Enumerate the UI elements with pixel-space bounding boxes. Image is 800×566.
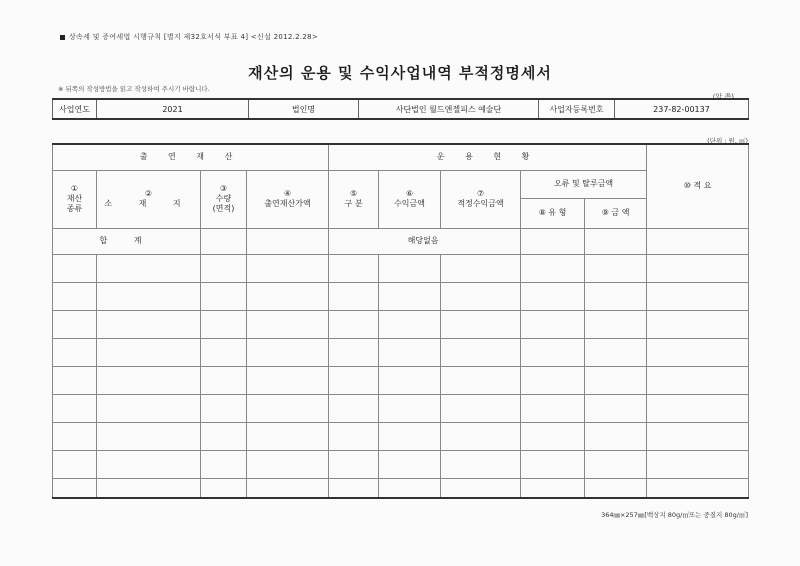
table-row [53, 310, 749, 338]
page-side-label: (앞 쪽) [712, 93, 734, 101]
table-row [53, 282, 749, 310]
law-reference [60, 32, 318, 42]
square-bullet-icon [60, 35, 65, 40]
table-row [53, 478, 749, 498]
corp-name-value: 사단법인 월드앤젤피스 예술단 [359, 99, 539, 119]
table-row [53, 254, 749, 282]
col-remarks-header: ⑩ 적 요 [647, 144, 749, 228]
basic-info-table [52, 98, 749, 120]
table-row [53, 366, 749, 394]
paper-spec-footer: 364㎜×257㎜[백상지 80g/㎡또는 중질지 80g/㎡] [601, 511, 748, 519]
unit-note: (단위 : 원, ㎡) [707, 137, 748, 145]
corp-name-label: 법인명 [249, 99, 359, 119]
summary-label: 합 계 [53, 228, 201, 254]
table-row [53, 450, 749, 478]
year-label: 사업연도 [53, 99, 97, 119]
table-row [53, 422, 749, 450]
col-location-header: ② 소 재 지 [97, 170, 201, 228]
law-reference-text: 상속세 및 증여세법 시행규칙 [별지 제32호서식 부표 4] <신설 2012.2.28> [69, 33, 319, 41]
year-value: 2021 [97, 99, 249, 119]
col-quantity-header: ③ 수량 (면적) [201, 170, 247, 228]
summary-content: 해당없음 [329, 228, 441, 254]
form-title: 재산의 운용 및 수익사업내역 부적정명세서 [248, 64, 552, 82]
col-proper-income-header: ⑦ 적정수익금액 [441, 170, 521, 228]
col-category-header: ⑤ 구 분 [329, 170, 379, 228]
col-error-type-header: ⑧ 유 형 [521, 198, 585, 228]
col-asset-type-header: ① 재산 종류 [53, 170, 97, 228]
instruction-note: ※ 뒤쪽의 작성방법을 읽고 작성하여 주시기 바랍니다. [58, 85, 210, 93]
detail-table [52, 143, 749, 499]
group-operation-header: 운 용 현 황 [329, 144, 647, 170]
table-row [53, 394, 749, 422]
col-contribution-value-header: ④ 출연재산가액 [247, 170, 329, 228]
biz-no-value: 237-82-00137 [615, 99, 749, 119]
biz-no-label: 사업자등록번호 [539, 99, 615, 119]
summary-row [53, 228, 749, 254]
table-row [53, 338, 749, 366]
col-error-amount-header: ⑨ 금 액 [585, 198, 647, 228]
col-income-header: ⑥ 수익금액 [379, 170, 441, 228]
group-contribution-header: 출 연 재 산 [53, 144, 329, 170]
group-error-header: 오류 및 탈루금액 [521, 170, 647, 198]
